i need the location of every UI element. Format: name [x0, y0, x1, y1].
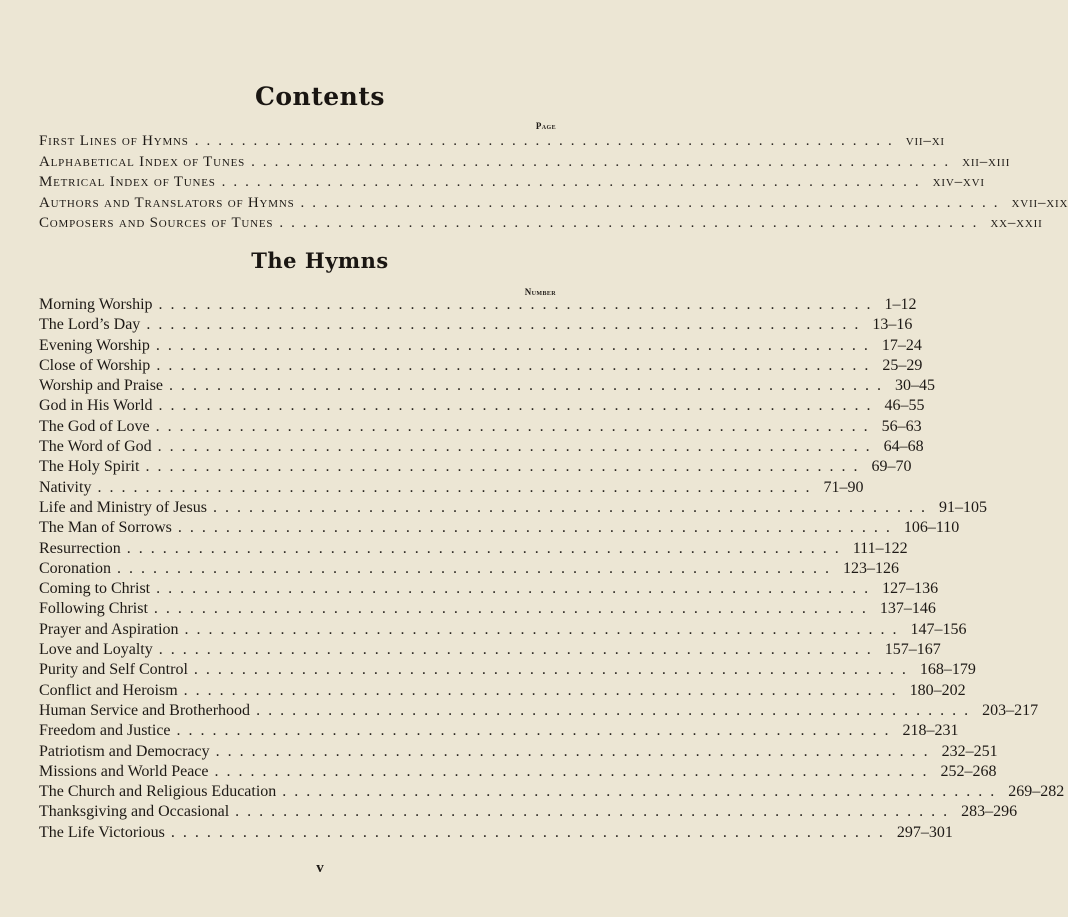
dot-leader: ............................................................: [97, 478, 818, 496]
entry-range: 1–12: [884, 296, 917, 313]
dot-leader: ............................................................: [184, 620, 905, 638]
entry-range: 269–282: [1008, 783, 1065, 801]
entry-label: God in His World: [39, 397, 153, 415]
entry-label: Close of Worship: [39, 356, 151, 374]
hymn-section-entry: [39, 722, 959, 742]
entry-range: 147–156: [910, 620, 967, 638]
entry-label: Conflict and Heroism: [39, 681, 178, 699]
entry-label: The Lord’s Day: [39, 316, 141, 334]
entry-label: Life and Ministry of Jesus: [39, 498, 207, 516]
hymn-sections-list: [39, 296, 1065, 844]
hymn-section-entry: [39, 397, 925, 417]
entry-range: 203–217: [982, 701, 1039, 719]
hymn-section-entry: [39, 620, 967, 641]
entry-range: 64–68: [883, 438, 924, 456]
dot-leader: ............................................................: [117, 559, 837, 577]
entry-range: 218–231: [902, 722, 959, 740]
entry-label: Following Christ: [39, 600, 148, 618]
entry-label: Nativity: [39, 478, 92, 496]
entry-range: 69–70: [871, 458, 912, 476]
hymn-section-entry: [39, 377, 936, 397]
entry-label: Coronation: [39, 559, 111, 577]
hymn-section-entry: [39, 519, 960, 539]
hymn-section-entry: [39, 580, 939, 600]
hymn-section-entry: [39, 478, 864, 499]
dot-leader: ............................................................: [157, 438, 878, 456]
dot-leader: ............................................................: [194, 133, 900, 149]
dot-leader: ............................................................: [146, 316, 867, 334]
entry-label: Composers and Sources of Tunes: [39, 215, 274, 231]
hymn-section-entry: [39, 316, 913, 336]
entry-label: Coming to Christ: [39, 580, 151, 598]
dot-leader: ............................................................: [156, 356, 877, 374]
page-column-heading: Page: [535, 121, 556, 131]
entry-range: 123–126: [843, 559, 899, 577]
entry-range: 252–268: [940, 762, 997, 780]
contents-entry: [39, 174, 985, 195]
hymn-section-entry: [39, 559, 899, 580]
entry-label: Love and Loyalty: [39, 641, 153, 659]
dot-leader: ............................................................: [183, 681, 904, 699]
dot-leader: ............................................................: [279, 215, 985, 231]
entry-label: The Holy Spirit: [39, 458, 140, 476]
entry-label: Morning Worship: [39, 296, 153, 313]
entry-range: 283–296: [961, 803, 1018, 821]
dot-leader: ............................................................: [169, 377, 890, 395]
hymn-section-entry: [39, 823, 953, 844]
hymn-section-entry: [39, 438, 924, 458]
entry-label: The God of Love: [39, 417, 150, 435]
hymn-section-entry: [39, 539, 908, 560]
entry-range: 157–167: [884, 641, 941, 659]
dot-leader: ............................................................: [212, 498, 933, 516]
entry-label: Patriotism and Democracy: [39, 742, 210, 760]
hymn-section-entry: [39, 296, 917, 316]
dot-leader: ............................................................: [282, 783, 1003, 801]
entry-range: 111–122: [852, 539, 908, 557]
dot-leader: ............................................................: [193, 661, 914, 679]
entry-range: 25–29: [882, 356, 923, 374]
entry-label: Purity and Self Control: [39, 661, 188, 679]
dot-leader: ............................................................: [158, 641, 879, 659]
dot-leader: ............................................................: [153, 600, 874, 618]
dot-leader: ............................................................: [251, 153, 957, 170]
entry-range: 168–179: [919, 661, 976, 679]
front-matter-list: [39, 133, 1068, 236]
entry-label: Alphabetical Index of Tunes: [39, 153, 246, 170]
entry-range: 13–16: [872, 316, 913, 334]
entry-label: First Lines of Hymns: [39, 133, 189, 149]
hymn-section-entry: [39, 356, 923, 377]
hymn-section-entry: [39, 417, 922, 438]
hymn-section-entry: [39, 600, 936, 620]
dot-leader: ............................................................: [145, 458, 866, 476]
entry-label: Authors and Translators of Hymns: [39, 194, 295, 211]
entry-range: 17–24: [881, 336, 922, 354]
entry-label: Metrical Index of Tunes: [39, 174, 216, 190]
entry-range: vii–xi: [905, 133, 945, 149]
dot-leader: ............................................................: [126, 539, 847, 557]
contents-entry: [39, 215, 1043, 236]
entry-label: Thanksgiving and Occasional: [39, 803, 230, 821]
entry-label: Evening Worship: [39, 336, 150, 354]
entry-label: Resurrection: [39, 539, 121, 557]
entry-range: 297–301: [896, 823, 953, 841]
number-column-heading: Number: [524, 287, 556, 297]
entry-label: Worship and Praise: [39, 377, 164, 395]
dot-leader: ............................................................: [214, 762, 935, 780]
entry-range: 46–55: [884, 397, 925, 415]
entry-range: xii–xiii: [962, 153, 1011, 170]
entry-range: xvii–xix: [1011, 194, 1068, 211]
entry-label: Prayer and Aspiration: [39, 620, 179, 638]
entry-range: 127–136: [882, 580, 939, 598]
entry-range: 30–45: [895, 377, 936, 395]
entry-range: xiv–xvi: [932, 174, 985, 190]
entry-range: 232–251: [941, 742, 998, 760]
entry-range: 56–63: [881, 417, 922, 435]
hymn-section-entry: [39, 762, 997, 783]
dot-leader: ............................................................: [235, 803, 956, 821]
dot-leader: ............................................................: [256, 701, 977, 719]
entry-range: 137–146: [879, 600, 936, 618]
contents-entry: [39, 194, 1068, 216]
dot-leader: ............................................................: [155, 417, 876, 435]
contents-title: Contents: [254, 82, 385, 111]
entry-range: 180–202: [909, 681, 966, 699]
contents-entry: [39, 133, 945, 154]
entry-label: Human Service and Brotherhood: [39, 701, 251, 719]
hymn-section-entry: [39, 803, 1018, 823]
contents-entry: [39, 153, 1011, 175]
hymn-section-entry: [39, 701, 1039, 722]
dot-leader: ............................................................: [156, 580, 877, 598]
dot-leader: ............................................................: [215, 742, 936, 760]
entry-label: The Man of Sorrows: [39, 519, 172, 537]
entry-label: The Life Victorious: [39, 823, 165, 841]
hymn-section-entry: [39, 681, 966, 702]
dot-leader: ............................................................: [176, 722, 897, 740]
dot-leader: ............................................................: [300, 194, 1006, 211]
hymn-section-entry: [39, 336, 922, 357]
entry-range: 106–110: [903, 519, 960, 537]
dot-leader: ............................................................: [158, 296, 879, 313]
entry-range: 71–90: [823, 478, 864, 496]
entry-range: 91–105: [938, 498, 987, 516]
hymn-section-entry: [39, 641, 941, 661]
dot-leader: ............................................................: [170, 823, 891, 841]
entry-label: The Word of God: [39, 438, 152, 456]
entry-label: Freedom and Justice: [39, 722, 171, 740]
dot-leader: ............................................................: [177, 519, 898, 537]
entry-label: The Church and Religious Education: [39, 783, 277, 801]
dot-leader: ............................................................: [221, 174, 927, 190]
entry-label: Missions and World Peace: [39, 762, 209, 780]
page-number: v: [316, 860, 324, 876]
dot-leader: ............................................................: [158, 397, 879, 415]
hymn-section-entry: [39, 661, 976, 681]
hymn-section-entry: [39, 742, 998, 763]
hymns-title: The Hymns: [251, 248, 389, 273]
dot-leader: ............................................................: [155, 336, 876, 354]
hymn-section-entry: [39, 458, 912, 478]
hymn-section-entry: [39, 783, 1065, 803]
hymn-section-entry: [39, 498, 987, 519]
entry-range: xx–xxii: [990, 215, 1043, 231]
